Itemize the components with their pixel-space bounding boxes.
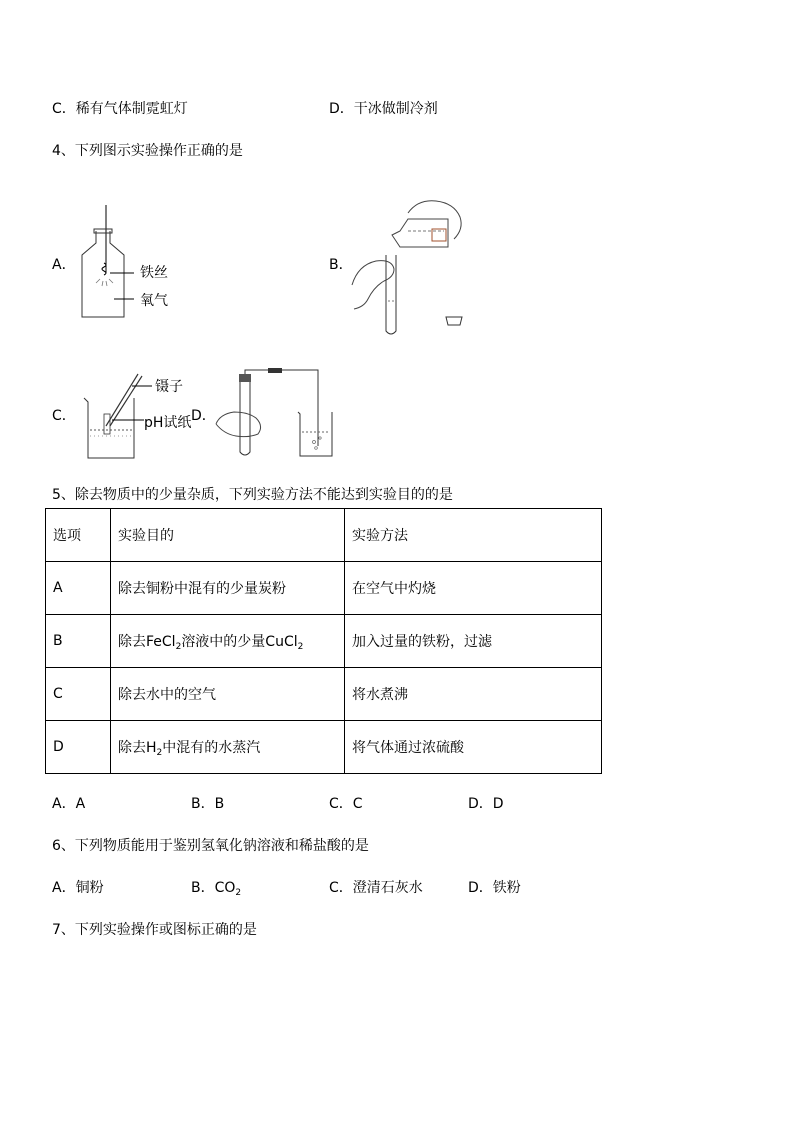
q4-c-callout-ph-paper: pH试纸	[144, 415, 192, 431]
q7-stem: 7、下列实验操作或图标正确的是	[52, 922, 257, 938]
row-option: B	[46, 615, 111, 668]
q3-option-c: C．稀有气体制霓虹灯	[52, 101, 188, 117]
row-purpose: 除去FeCl$_2$溶液中的少量CuCl$_2$	[111, 615, 345, 668]
q6-option-a: A．铜粉	[52, 880, 104, 896]
q6-option-b: B．$CO_2$	[191, 880, 242, 898]
q5-option-d: D．D	[468, 796, 504, 812]
row-purpose: 除去水中的空气	[111, 668, 345, 721]
row-option: C	[46, 668, 111, 721]
table-row	[46, 615, 602, 668]
row-method: 将气体通过浓硫酸	[345, 721, 602, 774]
q4-c-callout-tweezers: 镊子	[155, 379, 183, 395]
table-row	[46, 562, 602, 615]
row-purpose: 除去$H_2$中混有的水蒸汽	[111, 721, 345, 774]
q6-stem: 6、下列物质能用于鉴别氢氧化钠溶液和稀盐酸的是	[52, 838, 369, 854]
q4-option-d-figure	[210, 366, 340, 462]
q4-option-b-label: B．	[329, 257, 353, 273]
q4-option-c-label: C．	[52, 408, 76, 424]
q4-option-d-label: D．	[191, 408, 216, 424]
q4-stem: 4、下列图示实验操作正确的是	[52, 143, 243, 159]
q6-option-c: C．澄清石灰水	[329, 880, 423, 896]
table-row	[46, 668, 602, 721]
q5-table	[45, 508, 602, 774]
q4-a-callout-oxygen: 氧气	[140, 293, 168, 309]
header-method: 实验方法	[345, 509, 602, 562]
row-method: 将水煮沸	[345, 668, 602, 721]
row-option: D	[46, 721, 111, 774]
row-method: 加入过量的铁粉，过滤	[345, 615, 602, 668]
q4-option-a-figure	[76, 203, 186, 321]
q3-option-d: D．干冰做制冷剂	[329, 101, 438, 117]
row-option: A	[46, 562, 111, 615]
table-row	[46, 721, 602, 774]
q4-a-callout-iron-wire: 铁丝	[140, 265, 168, 281]
header-purpose: 实验目的	[111, 509, 345, 562]
q5-stem: 5、除去物质中的少量杂质，下列实验方法不能达到实验目的的是	[52, 487, 453, 503]
row-purpose: 除去铜粉中混有的少量炭粉	[111, 562, 345, 615]
q4-option-b-figure	[348, 193, 478, 338]
q4-option-a-label: A．	[52, 257, 76, 273]
q5-option-c: C．C	[329, 796, 363, 812]
header-option: 选项	[46, 509, 111, 562]
table-header-row	[46, 509, 602, 562]
q5-option-a: A．A	[52, 796, 86, 812]
q5-option-b: B．B	[191, 796, 225, 812]
row-method: 在空气中灼烧	[345, 562, 602, 615]
q6-option-d: D．铁粉	[468, 880, 521, 896]
